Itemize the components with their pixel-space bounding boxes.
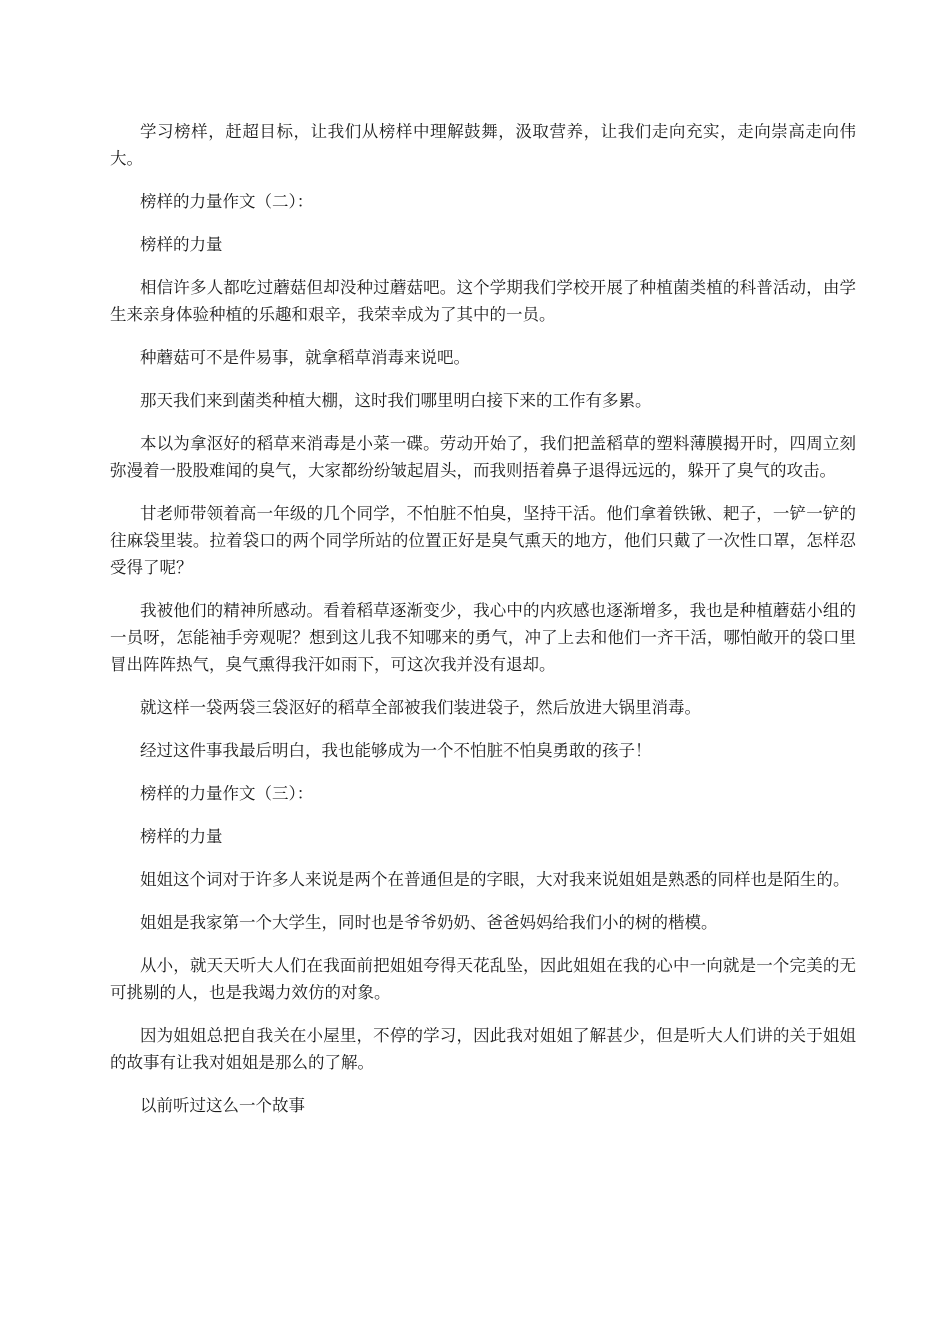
paragraph-1: 学习榜样，赶超目标，让我们从榜样中理解鼓舞，汲取营养，让我们走向充实，走向崇高走向伟大。 [110, 122, 856, 168]
essay-title-3: 榜样的力量 [140, 827, 223, 846]
paragraph-11: 经过这件事我最后明白，我也能够成为一个不怕脏不怕臭勇敢的孩子！ [140, 741, 652, 760]
section-heading-2: 榜样的力量作文（二）： [140, 192, 314, 211]
paragraph-14: 姐姐这个词对于许多人来说是两个在普通但是的字眼，大对我来说姐姐是熟悉的同样也是陌生的。 [140, 870, 850, 889]
paragraph-15: 姐姐是我家第一个大学生，同时也是爷爷奶奶、爸爸妈妈给我们小的树的楷模。 [140, 913, 718, 932]
paragraph-18: 以前听过这么一个故事 [140, 1096, 305, 1115]
essay-title-2: 榜样的力量 [140, 235, 223, 254]
paragraph-9: 我被他们的精神所感动。看着稻草逐渐变少，我心中的内疚感也逐渐增多，我也是种植蘑菇小组的一员呀，怎能袖手旁观呢？想到这儿我不知哪来的勇气，冲了上去和他们一齐干活，哪怕敞开的袋口里冒出阵阵热气，臭气熏得我汗如雨下，可这次我并没有退却。 [110, 601, 856, 674]
document-body [110, 118, 856, 1135]
paragraph-16: 从小，就天天听大人们在我面前把姐姐夸得天花乱坠，因此姐姐在我的心中一向就是一个完美的无可挑剔的人，也是我竭力效仿的对象。 [110, 956, 856, 1002]
paragraph-6: 那天我们来到菌类种植大棚，这时我们哪里明白接下来的工作有多累。 [140, 391, 652, 410]
paragraph-17: 因为姐姐总把自我关在小屋里，不停的学习，因此我对姐姐了解甚少，但是听大人们讲的关于姐姐的故事有让我对姐姐是那么的了解。 [110, 1026, 856, 1072]
paragraph-7: 本以为拿沤好的稻草来消毒是小菜一碟。劳动开始了，我们把盖稻草的塑料薄膜揭开时，四周立刻弥漫着一股股难闻的臭气，大家都纷纷皱起眉头，而我则捂着鼻子退得远远的，躲开了臭气的攻击。 [110, 434, 856, 480]
paragraph-10: 就这样一袋两袋三袋沤好的稻草全部被我们装进袋子，然后放进大锅里消毒。 [140, 698, 701, 717]
paragraph-4: 相信许多人都吃过蘑菇但却没种过蘑菇吧。这个学期我们学校开展了种植菌类植的科普活动，由学生来亲身体验种植的乐趣和艰辛，我荣幸成为了其中的一员。 [110, 278, 856, 324]
paragraph-5: 种蘑菇可不是件易事，就拿稻草消毒来说吧。 [140, 348, 470, 367]
paragraph-8: 甘老师带领着高一年级的几个同学，不怕脏不怕臭，坚持干活。他们拿着铁锹、耙子，一铲一铲的往麻袋里装。拉着袋口的两个同学所站的位置正好是臭气熏天的地方，他们只戴了一次性口罩，怎样忍受得了呢？ [110, 504, 856, 577]
section-heading-3: 榜样的力量作文（三）： [140, 784, 314, 803]
